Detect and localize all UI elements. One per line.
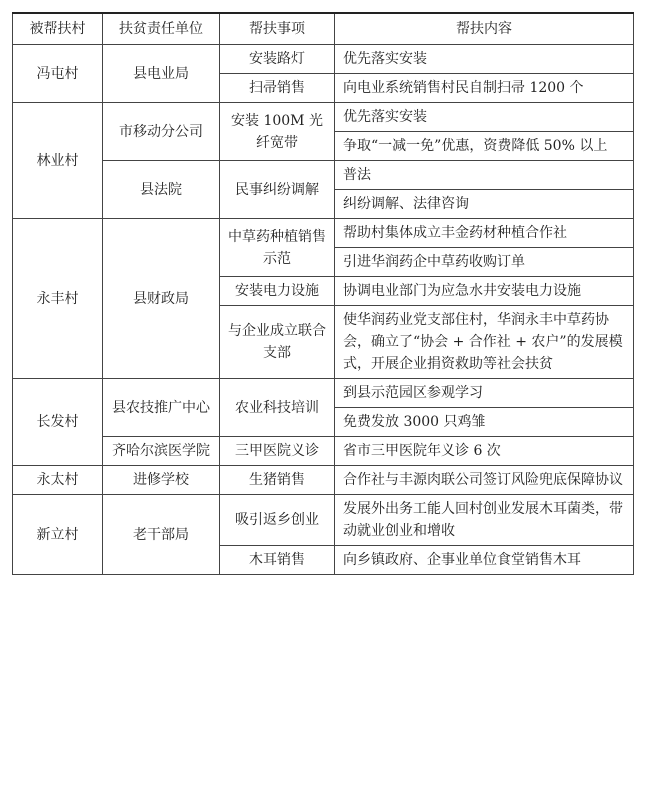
header-unit: 扶贫责任单位 <box>103 13 220 45</box>
unit-cell: 县法院 <box>103 161 220 219</box>
item-cell: 三甲医院义诊 <box>220 437 335 466</box>
content-cell: 争取“一减一免”优惠，资费降低 50% 以上 <box>335 132 634 161</box>
unit-cell: 县电业局 <box>103 45 220 103</box>
unit-cell: 县农技推广中心 <box>103 379 220 437</box>
content-cell: 省市三甲医院年义诊 6 次 <box>335 437 634 466</box>
header-village: 被帮扶村 <box>13 13 103 45</box>
unit-cell: 县财政局 <box>103 219 220 379</box>
header-content: 帮扶内容 <box>335 13 634 45</box>
item-cell: 安装路灯 <box>220 45 335 74</box>
village-cell: 新立村 <box>13 495 103 575</box>
table-row <box>13 103 634 132</box>
item-cell: 安装电力设施 <box>220 277 335 306</box>
unit-cell: 进修学校 <box>103 466 220 495</box>
content-cell: 到县示范园区参观学习 <box>335 379 634 408</box>
table-row <box>13 379 634 408</box>
table-row <box>13 161 634 190</box>
item-cell: 安装 100M 光纤宽带 <box>220 103 335 161</box>
content-cell: 协调电业部门为应急水井安装电力设施 <box>335 277 634 306</box>
header-item: 帮扶事项 <box>220 13 335 45</box>
header-row <box>13 13 634 45</box>
content-cell: 优先落实安装 <box>335 103 634 132</box>
village-cell: 永丰村 <box>13 219 103 379</box>
content-cell: 引进华润药企中草药收购订单 <box>335 248 634 277</box>
unit-cell: 市移动分公司 <box>103 103 220 161</box>
village-cell: 永太村 <box>13 466 103 495</box>
unit-cell: 老干部局 <box>103 495 220 575</box>
item-cell: 吸引返乡创业 <box>220 495 335 546</box>
table-row <box>13 45 634 74</box>
table-row <box>13 219 634 248</box>
item-cell: 扫帚销售 <box>220 74 335 103</box>
content-cell: 使华润药业党支部住村，华润永丰中草药协会，确立了“协会 + 合作社 + 农户”的发展模式，开展企业捐资救助等社会扶贫 <box>335 306 634 379</box>
content-cell: 帮助村集体成立丰金药材种植合作社 <box>335 219 634 248</box>
table-row <box>13 437 634 466</box>
village-cell: 长发村 <box>13 379 103 466</box>
item-cell: 生猪销售 <box>220 466 335 495</box>
content-cell: 向电业系统销售村民自制扫帚 1200 个 <box>335 74 634 103</box>
table-row <box>13 495 634 546</box>
content-cell: 免费发放 3000 只鸡雏 <box>335 408 634 437</box>
item-cell: 民事纠纷调解 <box>220 161 335 219</box>
content-cell: 普法 <box>335 161 634 190</box>
assistance-table <box>12 12 634 575</box>
item-cell: 农业科技培训 <box>220 379 335 437</box>
village-cell: 冯屯村 <box>13 45 103 103</box>
content-cell: 发展外出务工能人回村创业发展木耳菌类，带动就业创业和增收 <box>335 495 634 546</box>
content-cell: 纠纷调解、法律咨询 <box>335 190 634 219</box>
content-cell: 优先落实安装 <box>335 45 634 74</box>
content-cell: 合作社与丰源肉联公司签订风险兜底保障协议 <box>335 466 634 495</box>
item-cell: 木耳销售 <box>220 546 335 575</box>
content-cell: 向乡镇政府、企事业单位食堂销售木耳 <box>335 546 634 575</box>
item-cell: 与企业成立联合支部 <box>220 306 335 379</box>
item-cell: 中草药种植销售示范 <box>220 219 335 277</box>
table-row <box>13 466 634 495</box>
village-cell: 林业村 <box>13 103 103 219</box>
unit-cell: 齐哈尔滨医学院 <box>103 437 220 466</box>
